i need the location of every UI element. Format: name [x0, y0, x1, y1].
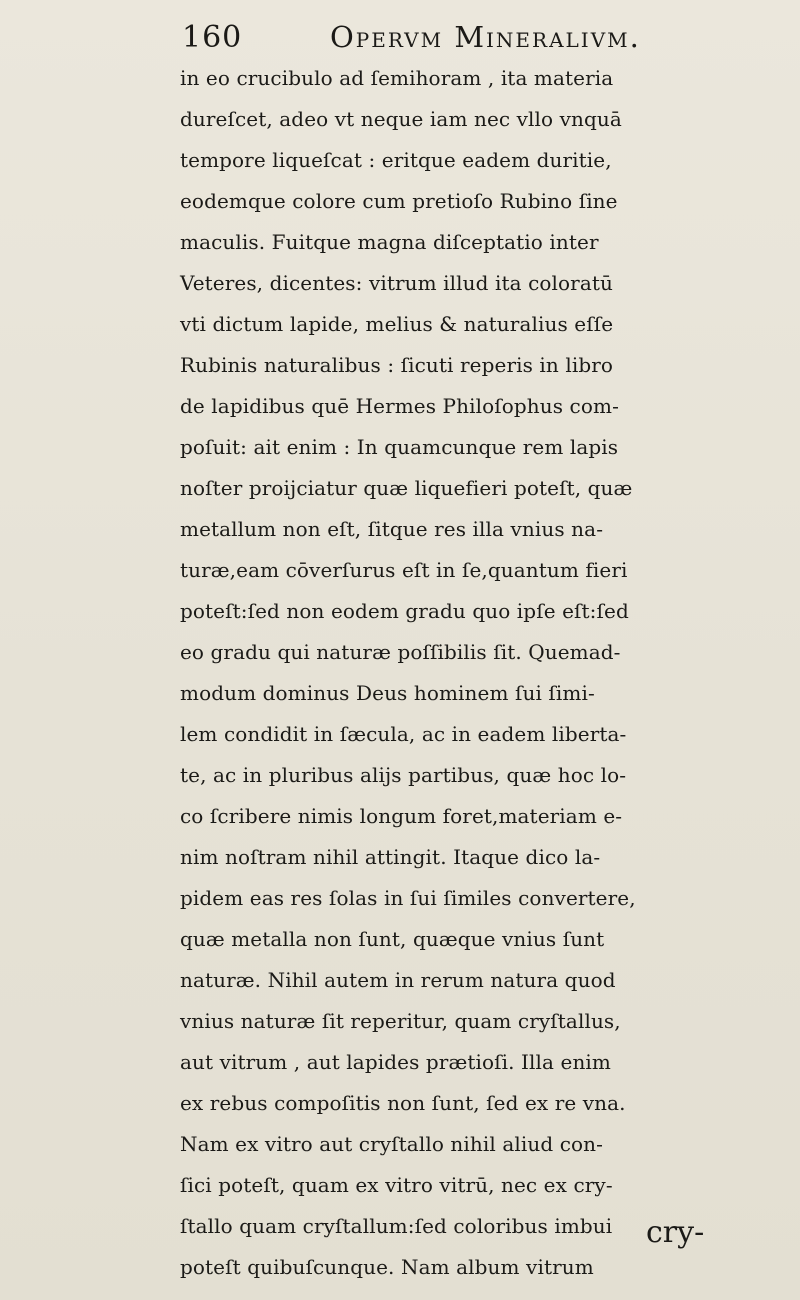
text-line-28: ſici poteſt, quam ex vitro vitrū, nec ex cry-	[180, 1173, 613, 1197]
text-line-3: tempore liqueſcat : eritque eadem duritie,	[180, 148, 612, 172]
text-line-30: poteſt quibuſcunque. Nam album vitrum	[180, 1255, 594, 1279]
text-line-29: ſtallo quam cryſtallum:ſed coloribus imbui	[180, 1214, 613, 1238]
text-line-27: Nam ex vitro aut cryſtallo nihil aliud con-	[180, 1132, 603, 1156]
text-line-6: Veteres, dicentes: vitrum illud ita coloratū	[180, 271, 613, 295]
text-line-23: naturæ. Nihil autem in rerum natura quod	[180, 968, 616, 992]
text-line-9: de lapidibus quē Hermes Philoſophus com-	[180, 394, 619, 418]
text-line-26: ex rebus compoſitis non ſunt, ſed ex re vna.	[180, 1091, 626, 1115]
catchword: cry-	[646, 1215, 705, 1250]
text-line-22: quæ metalla non ſunt, quæque vnius ſunt	[180, 927, 605, 951]
text-line-20: nim noſtram nihil attingit. Itaque dico la-	[180, 845, 601, 869]
text-line-14: poteſt:ſed non eodem gradu quo ipſe eſt:ſed	[180, 599, 629, 623]
text-line-18: te, ac in pluribus alijs partibus, quæ hoc lo-	[180, 763, 627, 787]
text-line-12: metallum non eſt, ſitque res illa vnius na-	[180, 517, 604, 541]
text-line-13: turæ,eam cōverſurus eſt in ſe,quantum fieri	[180, 558, 628, 582]
text-line-11: noſter proijciatur quæ liquefieri poteſt, quæ	[180, 476, 633, 500]
text-line-5: maculis. Fuitque magna diſceptatio inter	[180, 230, 599, 254]
text-line-17: lem condidit in ſæcula, ac in eadem liberta-	[180, 722, 627, 746]
running-head	[182, 14, 702, 56]
text-line-7: vti dictum lapide, melius & naturalius eſſe	[180, 312, 614, 336]
text-line-1: in eo crucibulo ad ſemihoram , ita materia	[180, 66, 614, 90]
text-line-24: vnius naturæ ſit reperitur, quam cryſtallus,	[180, 1009, 621, 1033]
text-line-2: dureſcet, adeo vt neque iam nec vllo vnquā	[180, 107, 622, 131]
running-title: Opervm Mineralivm.	[330, 20, 641, 54]
page-number: 160	[182, 20, 243, 55]
text-line-8: Rubinis naturalibus : ſicuti reperis in libro	[180, 353, 614, 377]
text-line-10: poſuit: ait enim : In quamcunque rem lapis	[180, 435, 619, 459]
text-line-25: aut vitrum , aut lapides prætioſi. Illa enim	[180, 1050, 611, 1074]
text-line-15: eo gradu qui naturæ poſſibilis ſit. Quemad-	[180, 640, 621, 664]
text-line-19: co ſcribere nimis longum foret,materiam e-	[180, 804, 623, 828]
text-line-4: eodemque colore cum pretioſo Rubino ſine	[180, 189, 618, 213]
text-line-16: modum dominus Deus hominem ſui ſimi-	[180, 681, 595, 705]
text-line-21: pidem eas res ſolas in ſui ſimiles convertere,	[180, 886, 636, 910]
body-text	[180, 58, 800, 1288]
